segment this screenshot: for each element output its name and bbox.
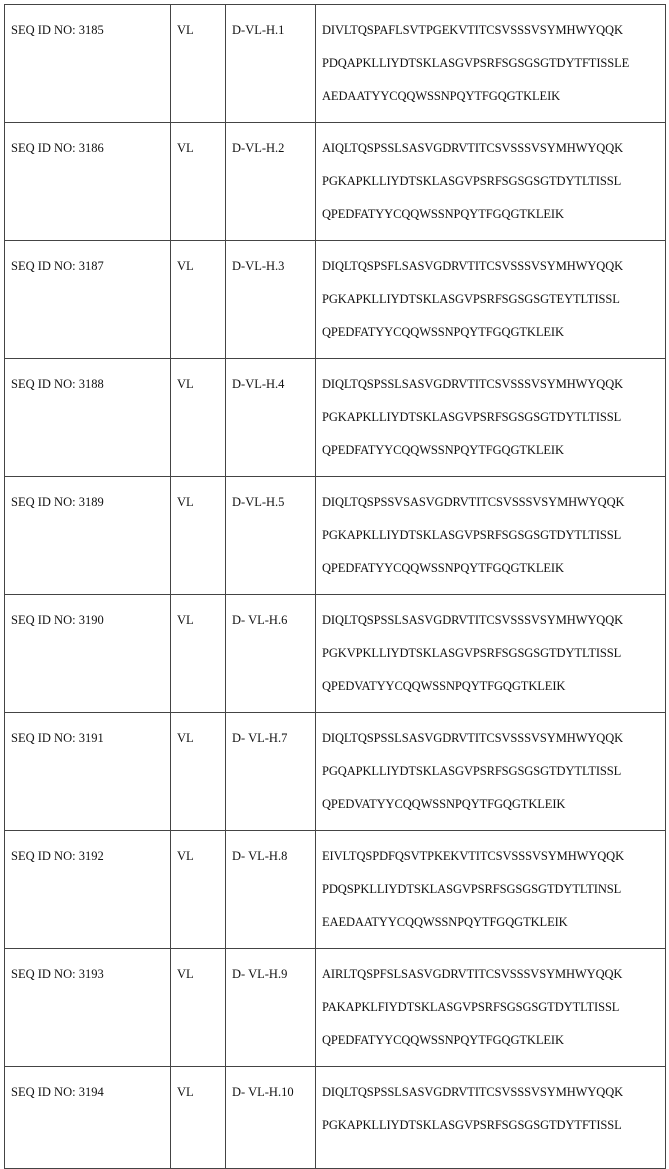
sequence-line: PGKAPKLLIYDTSKLASGVPSRFSGSGSGTEYTLTISSL <box>322 292 665 325</box>
variant-name: D-VL-H.2 <box>232 123 315 155</box>
seq-id: SEQ ID NO: 3193 <box>11 949 170 981</box>
sequence-line: QPEDFATYYCQQWSSNPQYTFGQGTKLEIK <box>322 561 665 594</box>
sequence-line: PGQAPKLLIYDTSKLASGVPSRFSGSGSGTDYTLTISSL <box>322 764 665 797</box>
table-row <box>5 1067 666 1169</box>
sequence-line: PGKAPKLLIYDTSKLASGVPSRFSGSGSGTDYTFTISSL <box>322 1118 665 1151</box>
sequence-line: QPEDVATYYCQQWSSNPQYTFGQGTKLEIK <box>322 679 665 712</box>
variant-name: D- VL-H.6 <box>232 595 315 627</box>
variant-name: D-VL-H.1 <box>232 5 315 37</box>
table-row <box>5 831 666 949</box>
variant-name: D- VL-H.7 <box>232 713 315 745</box>
sequence <box>322 949 665 1066</box>
sequence-line: DIQLTQSPSSLSASVGDRVTITCSVSSSVSYMHWYQQK <box>322 613 665 646</box>
chain-type: VL <box>177 713 225 745</box>
chain-type: VL <box>177 359 225 391</box>
variant-name: D-VL-H.3 <box>232 241 315 273</box>
seq-id: SEQ ID NO: 3192 <box>11 831 170 863</box>
sequence-line: DIQLTQSPSFLSASVGDRVTITCSVSSSVSYMHWYQQK <box>322 259 665 292</box>
sequence-line: DIQLTQSPSSLSASVGDRVTITCSVSSSVSYMHWYQQK <box>322 1085 665 1118</box>
seq-id: SEQ ID NO: 3187 <box>11 241 170 273</box>
sequence-line: DIQLTQSPSSLSASVGDRVTITCSVSSSVSYMHWYQQK <box>322 377 665 410</box>
sequence-line: EAEDAATYYCQQWSSNPQYTFGQGTKLEIK <box>322 915 665 948</box>
chain-type: VL <box>177 831 225 863</box>
variant-name: D- VL-H.8 <box>232 831 315 863</box>
sequence-line: QPEDFATYYCQQWSSNPQYTFGQGTKLEIK <box>322 443 665 476</box>
sequence-line: PGKAPKLLIYDTSKLASGVPSRFSGSGSGTDYTLTISSL <box>322 528 665 561</box>
seq-id: SEQ ID NO: 3190 <box>11 595 170 627</box>
sequence-line: PGKAPKLLIYDTSKLASGVPSRFSGSGSGTDYTLTISSL <box>322 174 665 207</box>
chain-type: VL <box>177 123 225 155</box>
sequence <box>322 241 665 358</box>
variant-name: D- VL-H.9 <box>232 949 315 981</box>
sequence-line: PAKAPKLFIYDTSKLASGVPSRFSGSGSGTDYTLTISSL <box>322 1000 665 1033</box>
seq-id: SEQ ID NO: 3194 <box>11 1067 170 1099</box>
sequence <box>322 831 665 948</box>
variant-name: D-VL-H.5 <box>232 477 315 509</box>
table-row <box>5 241 666 359</box>
table-row <box>5 595 666 713</box>
chain-type: VL <box>177 1067 225 1099</box>
sequence <box>322 359 665 476</box>
sequence-line: DIVLTQSPAFLSVTPGEKVTITCSVSSSVSYMHWYQQK <box>322 23 665 56</box>
sequence-line: QPEDFATYYCQQWSSNPQYTFGQGTKLEIK <box>322 207 665 240</box>
sequence <box>322 595 665 712</box>
sequence-line: AIQLTQSPSSLSASVGDRVTITCSVSSSVSYMHWYQQK <box>322 141 665 174</box>
chain-type: VL <box>177 5 225 37</box>
chain-type: VL <box>177 477 225 509</box>
sequence-line: QPEDFATYYCQQWSSNPQYTFGQGTKLEIK <box>322 325 665 358</box>
sequence-table <box>4 4 666 1169</box>
sequence-line: AIRLTQSPFSLSASVGDRVTITCSVSSSVSYMHWYQQK <box>322 967 665 1000</box>
sequence-line: DIQLTQSPSSLSASVGDRVTITCSVSSSVSYMHWYQQK <box>322 731 665 764</box>
sequence-line: AEDAATYYCQQWSSNPQYTFGQGTKLEIK <box>322 89 665 122</box>
variant-name: D- VL-H.10 <box>232 1067 315 1099</box>
sequence <box>322 123 665 240</box>
chain-type: VL <box>177 595 225 627</box>
sequence <box>322 477 665 594</box>
sequence-line: QPEDFATYYCQQWSSNPQYTFGQGTKLEIK <box>322 1033 665 1066</box>
seq-id: SEQ ID NO: 3188 <box>11 359 170 391</box>
table-row <box>5 477 666 595</box>
seq-id: SEQ ID NO: 3191 <box>11 713 170 745</box>
table-row <box>5 713 666 831</box>
sequence <box>322 1067 665 1151</box>
seq-id: SEQ ID NO: 3189 <box>11 477 170 509</box>
chain-type: VL <box>177 949 225 981</box>
chain-type: VL <box>177 241 225 273</box>
seq-id: SEQ ID NO: 3186 <box>11 123 170 155</box>
sequence-line: PGKVPKLLIYDTSKLASGVPSRFSGSGSGTDYTLTISSL <box>322 646 665 679</box>
sequence-line: DIQLTQSPSSVSASVGDRVTITCSVSSSVSYMHWYQQK <box>322 495 665 528</box>
sequence <box>322 5 665 122</box>
sequence-line: EIVLTQSPDFQSVTPKEKVTITCSVSSSVSYMHWYQQK <box>322 849 665 882</box>
table-row <box>5 123 666 241</box>
table-row <box>5 949 666 1067</box>
seq-id: SEQ ID NO: 3185 <box>11 5 170 37</box>
sequence-line: PDQSPKLLIYDTSKLASGVPSRFSGSGSGTDYTLTINSL <box>322 882 665 915</box>
sequence-line: QPEDVATYYCQQWSSNPQYTFGQGTKLEIK <box>322 797 665 830</box>
sequence-line: PGKAPKLLIYDTSKLASGVPSRFSGSGSGTDYTLTISSL <box>322 410 665 443</box>
sequence <box>322 713 665 830</box>
table-row <box>5 359 666 477</box>
variant-name: D-VL-H.4 <box>232 359 315 391</box>
table-row <box>5 5 666 123</box>
sequence-line: PDQAPKLLIYDTSKLASGVPSRFSGSGSGTDYTFTISSLE <box>322 56 665 89</box>
